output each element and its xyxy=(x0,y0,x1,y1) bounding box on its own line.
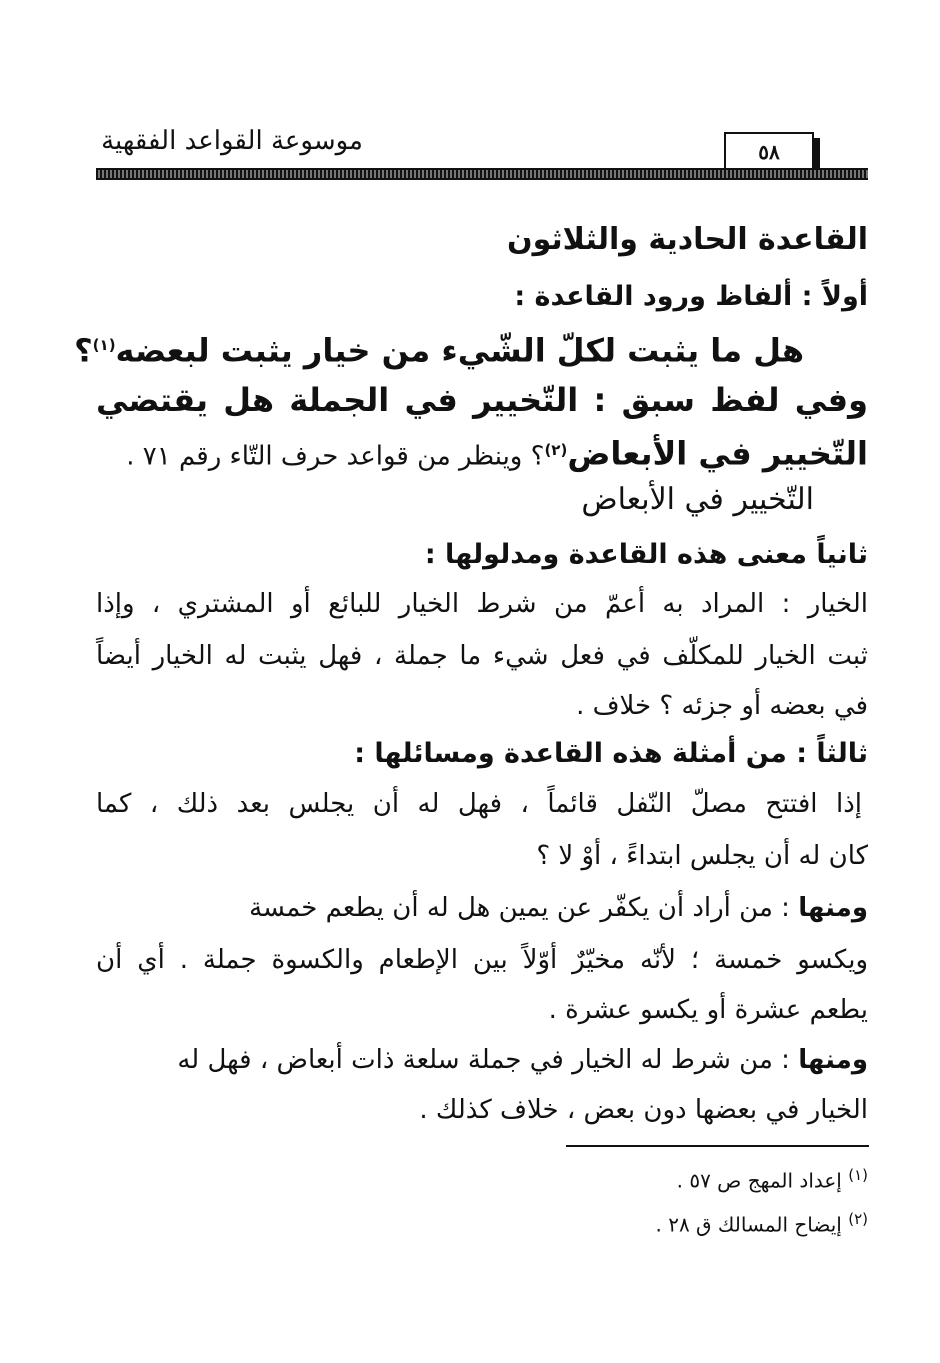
footnote-1-mark: (١) xyxy=(848,1166,868,1184)
footnote-ref-1: (١) xyxy=(92,336,116,354)
example3-line-1 xyxy=(96,1040,868,1080)
meaning-line-2: ثبت الخيار للمكلّف في فعل شيء ما جملة ، فهل يثبت له الخيار أيضاً xyxy=(96,641,868,671)
example2-text: : من أراد أن يكفّر عن يمين هل له أن يطعم خمسة xyxy=(249,893,790,923)
example2-line-1 xyxy=(96,888,868,928)
page-number: ٥٨ xyxy=(758,140,780,164)
meaning-line-1: الخيار : المراد به أعمّ من شرط الخيار للبائع أو المشتري ، وإذا xyxy=(96,589,868,619)
example2-lead: ومنها xyxy=(798,893,868,923)
footnote-2-mark: (٢) xyxy=(848,1210,868,1228)
book-title: موسوعة القواعد الفقهية xyxy=(101,126,363,156)
rule-text-line1 xyxy=(74,325,804,371)
rule-text-line4: التّخيير في الأبعاض xyxy=(581,482,814,517)
cross-reference: ؟ وينظر من قواعد حرف التّاء رقم ٧١ . xyxy=(126,441,545,472)
page-number-shadow xyxy=(812,138,820,170)
footnote-2-text: إيضاح المسالك ق ٢٨ . xyxy=(655,1212,842,1237)
example3-lead: ومنها xyxy=(798,1045,868,1075)
footnote-2 xyxy=(96,1204,868,1240)
example1-line-2: كان له أن يجلس ابتداءً ، أوْ لا ؟ xyxy=(536,841,868,871)
example1-line-1: إذا افتتح مصلّ النّفل قائماً ، فهل له أن يجلس بعد ذلك ، كما xyxy=(96,789,862,819)
section2-heading: ثانياً معنى هذه القاعدة ومدلولها : xyxy=(424,539,868,570)
footnote-1 xyxy=(96,1160,868,1196)
footnote-ref-2: (٢) xyxy=(544,441,568,459)
example3-line-2: الخيار في بعضها دون بعض ، خلاف كذلك . xyxy=(419,1095,868,1125)
rule-text: هل ما يثبت لكلّ الشّيء من خيار يثبت لبعضه xyxy=(115,331,804,370)
rule-text-line2: وفي لفظ سبق : التّخيير في الجملة هل يقتضي xyxy=(96,381,868,419)
example3-text: : من شرط له الخيار في جملة سلعة ذات أبعاض ، فهل له xyxy=(177,1045,790,1075)
section3-heading: ثالثاً : من أمثلة هذه القاعدة ومسائلها : xyxy=(354,738,868,769)
question-mark: ؟ xyxy=(74,331,93,370)
footnote-rule xyxy=(566,1145,869,1147)
rule-title: القاعدة الحادية والثلاثون xyxy=(506,222,868,257)
rule-text-bold: التّخيير في الأبعاض xyxy=(567,434,868,473)
page-header xyxy=(96,118,868,182)
example2-line-2: ويكسو خمسة ؛ لأنّه مخيّرٌ أوّلاً بين الإطعام والكسوة جملة . أي أن xyxy=(96,945,868,975)
footnote-1-text: إعداد المهج ص ٥٧ . xyxy=(676,1168,842,1193)
example2-line-3: يطعم عشرة أو يكسو عشرة . xyxy=(548,995,868,1025)
rule-text-line3 xyxy=(96,430,868,477)
section1-heading: أولاً : ألفاظ ورود القاعدة : xyxy=(514,281,868,312)
header-rule xyxy=(96,168,868,180)
page-number-box xyxy=(724,132,814,170)
meaning-line-3: في بعضه أو جزئه ؟ خلاف . xyxy=(576,691,868,721)
